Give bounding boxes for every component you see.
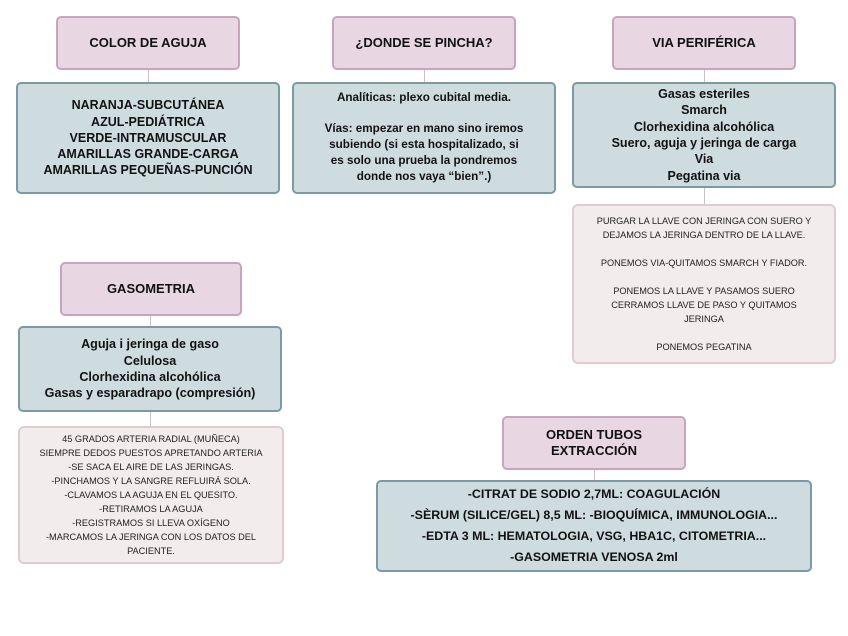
gasometria-step: -PINCHAMOS Y LA SANGRE REFLUIRÁ SOLA. xyxy=(51,476,251,486)
gasometria-material: Clorhexidina alcohólica xyxy=(79,370,221,384)
donde-pincha-line: subiendo (si esta hospitalizado, si xyxy=(329,137,519,151)
donde-pincha-line: es solo una prueba la pondremos xyxy=(330,154,518,168)
connector-color-aguja xyxy=(148,69,149,83)
donde-pincha-line: donde nos vaya “bien”.) xyxy=(356,170,492,184)
color-aguja-title xyxy=(56,16,240,70)
via-step: DEJAMOS LA JERINGA DENTRO DE LA LLAVE. xyxy=(602,230,806,240)
orden-tubos-list xyxy=(376,480,812,572)
gasometria-step: -CLAVAMOS LA AGUJA EN EL QUESITO. xyxy=(64,490,238,500)
connector-donde-pincha xyxy=(424,69,425,83)
via-step: PONEMOS PEGATINA xyxy=(656,342,752,352)
color-aguja-line: VERDE-INTRAMUSCULAR xyxy=(69,130,227,145)
donde-pincha-text xyxy=(292,82,556,194)
gasometria-title xyxy=(60,262,242,316)
orden-tubo-line: -CITRAT DE SODIO 2,7ML: COAGULACIÓN xyxy=(467,487,721,501)
gasometria-step: PACIENTE. xyxy=(127,546,175,556)
orden-tubo-line: -EDTA 3 ML: HEMATOLOGIA, VSG, HBA1C, CITOMETRIA... xyxy=(421,529,767,543)
gasometria-step: -SE SACA EL AIRE DE LAS JERINGAS. xyxy=(68,462,234,472)
donde-pincha-title xyxy=(332,16,516,70)
donde-pincha-title-text: ¿DONDE SE PINCHA? xyxy=(355,35,493,50)
orden-tubos-title xyxy=(502,416,686,470)
gasometria-material: Aguja i jeringa de gaso xyxy=(81,337,219,352)
color-aguja-line: AMARILLAS PEQUEÑAS-PUNCIÓN xyxy=(43,163,253,178)
gasometria-step: -MARCAMOS LA JERINGA CON LOS DATOS DEL xyxy=(46,532,256,542)
donde-pincha-analiticas: Analíticas: plexo cubital media. xyxy=(336,91,512,105)
connector-via-periferica xyxy=(704,69,705,83)
gasometria-step: -REGISTRAMOS SI LLEVA OXÍGENO xyxy=(72,518,230,528)
gasometria-title-text: GASOMETRIA xyxy=(106,281,196,296)
orden-tubo-line: -GASOMETRIA VENOSA 2ml xyxy=(510,550,678,564)
color-aguja-title-text: COLOR DE AGUJA xyxy=(89,35,207,50)
via-step: CERRAMOS LLAVE DE PASO Y QUITAMOS xyxy=(611,300,797,310)
connector-gasometria-steps xyxy=(150,412,151,426)
via-step: PONEMOS VIA-QUITAMOS SMARCH Y FIADOR. xyxy=(600,258,808,268)
orden-tubos-title-line: EXTRACCIÓN xyxy=(551,443,637,458)
via-material: Clorhexidina alcohólica xyxy=(633,119,775,134)
via-periferica-steps xyxy=(572,204,836,364)
via-material: Pegatina via xyxy=(667,168,741,183)
gasometria-material: Celulosa xyxy=(123,353,177,368)
color-aguja-line: NARANJA-SUBCUTÁNEA xyxy=(71,98,225,113)
color-aguja-line: AMARILLAS GRANDE-CARGA xyxy=(57,147,239,162)
color-aguja-line: AZUL-PEDIÁTRICA xyxy=(91,114,205,129)
orden-tubo-line: -SÈRUM (SILICE/GEL) 8,5 ML: -BIOQUÍMICA, IMMUNOLOGIA... xyxy=(410,508,778,522)
gasometria-steps xyxy=(18,426,284,564)
via-step: JERINGA xyxy=(684,314,724,324)
via-material: Via xyxy=(694,152,714,167)
via-periferica-title-text: VIA PERIFÉRICA xyxy=(652,35,756,50)
connector-via-steps xyxy=(704,186,705,206)
orden-tubos-title-line: ORDEN TUBOS xyxy=(545,427,643,442)
color-aguja-list xyxy=(16,82,280,194)
donde-pincha-line: Vías: empezar en mano sino iremos xyxy=(324,121,524,135)
gasometria-step: -RETIRAMOS LA AGUJA xyxy=(99,504,203,514)
gasometria-step: SIEMPRE DEDOS PUESTOS APRETANDO ARTERIA xyxy=(39,448,263,458)
via-material: Smarch xyxy=(681,103,727,118)
gasometria-material: Gasas y esparadrapo (compresión) xyxy=(44,386,256,401)
gasometria-step: 45 GRADOS ARTERIA RADIAL (MUÑECA) xyxy=(62,434,240,444)
gasometria-materials xyxy=(18,326,282,412)
via-periferica-title xyxy=(612,16,796,70)
via-material: Gasas esteriles xyxy=(658,87,750,102)
via-periferica-materials xyxy=(572,82,836,188)
via-step: PONEMOS LA LLAVE Y PASAMOS SUERO xyxy=(613,286,795,296)
via-step: PURGAR LA LLAVE CON JERINGA CON SUERO Y xyxy=(596,216,812,226)
via-material: Suero, aguja y jeringa de carga xyxy=(611,136,797,150)
